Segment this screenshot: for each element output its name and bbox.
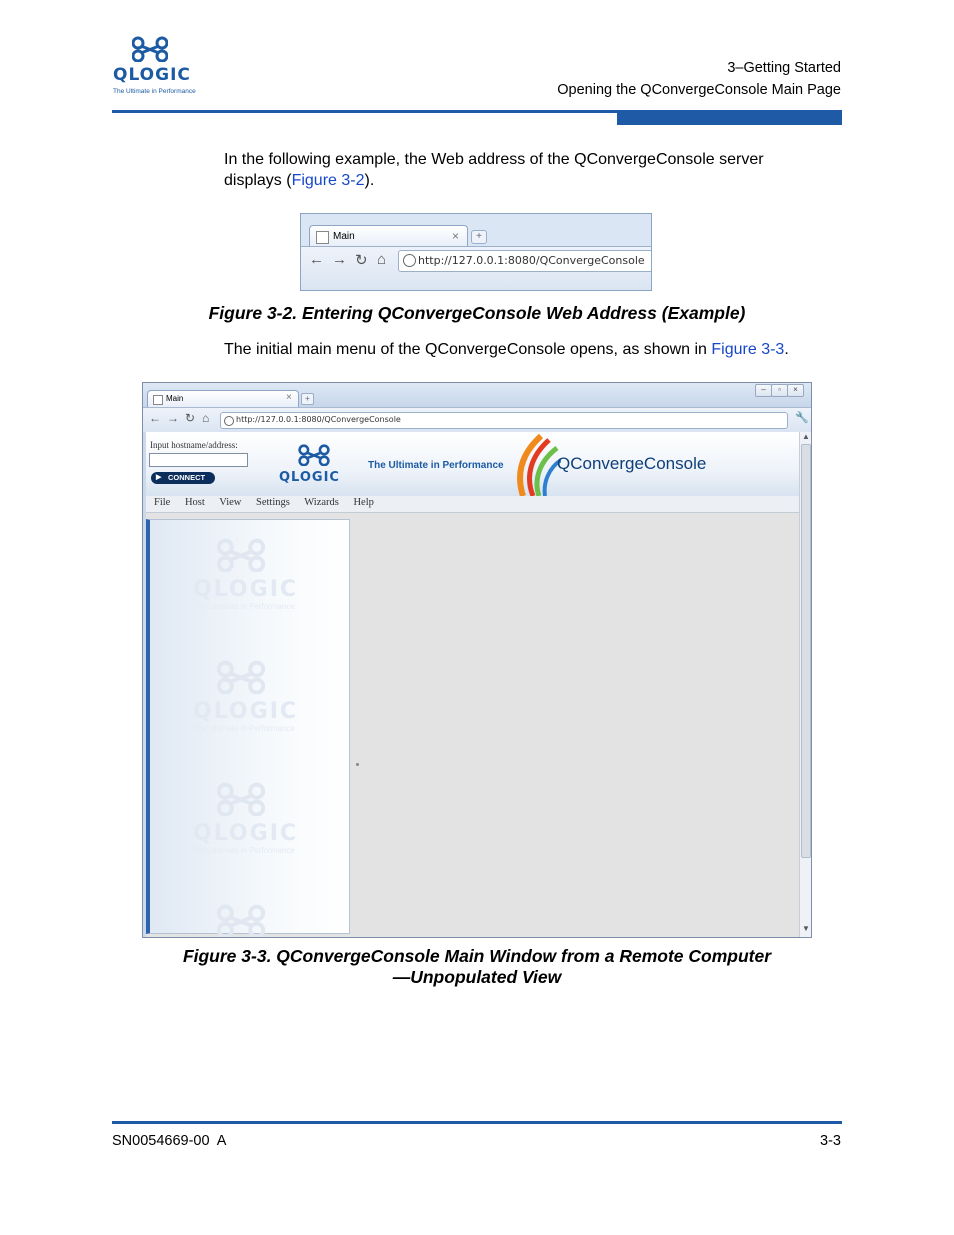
wrench-icon[interactable]: 🔧 <box>795 412 809 424</box>
caption-line-2: —Unpopulated View <box>392 967 562 987</box>
home-icon[interactable]: ⌂ <box>202 411 210 425</box>
back-arrow-icon[interactable]: ← <box>309 251 324 268</box>
qcc-banner <box>146 432 799 497</box>
menu-file[interactable]: File <box>154 497 171 508</box>
qlogic-x-icon <box>132 36 168 62</box>
address-text: http://127.0.0.1:8080/QConvergeConsole <box>236 415 401 424</box>
menu-wizards[interactable]: Wizards <box>304 497 339 508</box>
page-number: 3-3 <box>820 1133 841 1149</box>
hostname-input[interactable] <box>149 453 248 467</box>
intro-text-end: ). <box>364 172 375 189</box>
figure-3-2-link[interactable]: Figure 3-2 <box>291 172 365 189</box>
navigation-bar <box>143 407 811 432</box>
watermark-wordmark: QLOGIC <box>193 821 299 846</box>
swoosh-graphic <box>511 434 561 496</box>
forward-arrow-icon[interactable]: → <box>167 411 179 425</box>
header-titles <box>557 57 841 101</box>
menu-bar <box>146 496 799 513</box>
section-title: Opening the QConvergeConsole Main Page <box>557 82 841 98</box>
home-icon[interactable]: ⌂ <box>377 251 387 268</box>
address-bar-screenshot <box>300 213 652 291</box>
back-arrow-icon[interactable]: ← <box>149 411 161 425</box>
qlogic-x-icon <box>217 904 265 938</box>
banner-wordmark: QLOGIC <box>279 470 340 485</box>
paragraph-text: The initial main menu of the QConvergeConsole opens, as shown in <box>224 341 712 358</box>
maximize-icon[interactable]: ▫ <box>771 384 788 397</box>
qlogic-x-icon <box>298 444 330 466</box>
vertical-scrollbar[interactable] <box>799 432 811 937</box>
main-window-screenshot <box>142 382 812 938</box>
new-tab-icon[interactable]: + <box>301 393 314 405</box>
watermark-wordmark: QLOGIC <box>193 577 299 602</box>
qlogic-logo <box>113 36 195 98</box>
hostname-label: Input hostname/address: <box>150 440 238 450</box>
address-field[interactable] <box>398 250 652 272</box>
connect-label: CONNECT <box>168 473 206 482</box>
address-text: http://127.0.0.1:8080/QConvergeConsole <box>418 254 645 267</box>
browser-tab[interactable] <box>309 225 468 247</box>
menu-view[interactable]: View <box>219 497 242 508</box>
scroll-down-icon[interactable]: ▼ <box>802 924 810 933</box>
qlogic-x-icon <box>217 660 265 694</box>
watermark-2 <box>193 660 298 733</box>
qlogic-x-icon <box>217 782 265 816</box>
tab-close-icon[interactable]: × <box>286 392 292 403</box>
banner-tagline: The Ultimate in Performance <box>368 460 504 471</box>
figure-3-2-caption: Figure 3-2. Entering QConvergeConsole Web Address (Example) <box>208 303 746 323</box>
document-number: SN0054669-00 A <box>112 1133 227 1149</box>
watermark-4 <box>193 904 265 938</box>
qlogic-x-icon <box>217 538 265 572</box>
window-close-icon[interactable]: × <box>787 384 804 397</box>
intro-text: In the following example, the Web address of the QConvergeConsole server displays ( <box>224 151 764 189</box>
new-tab-icon[interactable]: + <box>471 230 487 244</box>
logo-wordmark: QLOGIC <box>113 65 191 85</box>
play-icon: ▶ <box>156 474 162 481</box>
logo-tagline: The Ultimate in Performance <box>113 88 196 95</box>
globe-icon <box>224 416 234 426</box>
menu-host[interactable]: Host <box>184 497 205 508</box>
figure-3-3-link[interactable]: Figure 3-3 <box>711 341 785 358</box>
watermark-3 <box>193 782 298 855</box>
footer-rule <box>112 1121 842 1124</box>
caption-line-1: Figure 3-3. QConvergeConsole Main Window from a Remote Computer <box>182 946 772 966</box>
tab-title: Main <box>166 394 184 403</box>
globe-icon <box>403 254 416 267</box>
navigation-bar <box>301 246 651 291</box>
menu-help[interactable]: Help <box>353 497 374 508</box>
watermark-tagline: The Ultimate in Performance <box>193 724 295 733</box>
watermark-tagline: The Ultimate in Performance <box>193 602 295 611</box>
address-field[interactable] <box>220 412 788 429</box>
scroll-up-icon[interactable]: ▲ <box>802 432 810 441</box>
page-area <box>146 432 799 937</box>
minimize-icon[interactable]: – <box>755 384 772 397</box>
forward-arrow-icon[interactable]: → <box>332 251 347 268</box>
watermark-1 <box>193 538 298 611</box>
reload-icon[interactable]: ↻ <box>355 252 368 269</box>
intro-paragraph <box>224 149 824 191</box>
browser-tab[interactable] <box>147 390 299 408</box>
header-tab-block <box>617 113 842 125</box>
watermark-wordmark: QLOGIC <box>193 699 299 724</box>
menu-settings[interactable]: Settings <box>256 497 290 508</box>
tab-title: Main <box>333 231 355 242</box>
page-icon <box>153 395 163 405</box>
window-titlebar <box>143 383 811 407</box>
tab-close-icon[interactable]: × <box>452 229 460 243</box>
figure-3-3-caption <box>112 946 842 988</box>
chapter-title: 3–Getting Started <box>727 60 841 76</box>
main-menu-paragraph <box>224 339 854 360</box>
reload-icon[interactable]: ↻ <box>185 411 196 425</box>
product-name: QConvergeConsole <box>557 454 707 473</box>
watermark-tagline: The Ultimate in Performance <box>193 846 295 855</box>
splitter-handle[interactable] <box>356 763 359 766</box>
host-tree-pane <box>146 519 350 934</box>
connect-button[interactable] <box>151 472 215 484</box>
page-icon <box>316 231 329 244</box>
scroll-thumb[interactable] <box>801 444 811 858</box>
paragraph-text-end: . <box>784 341 789 358</box>
